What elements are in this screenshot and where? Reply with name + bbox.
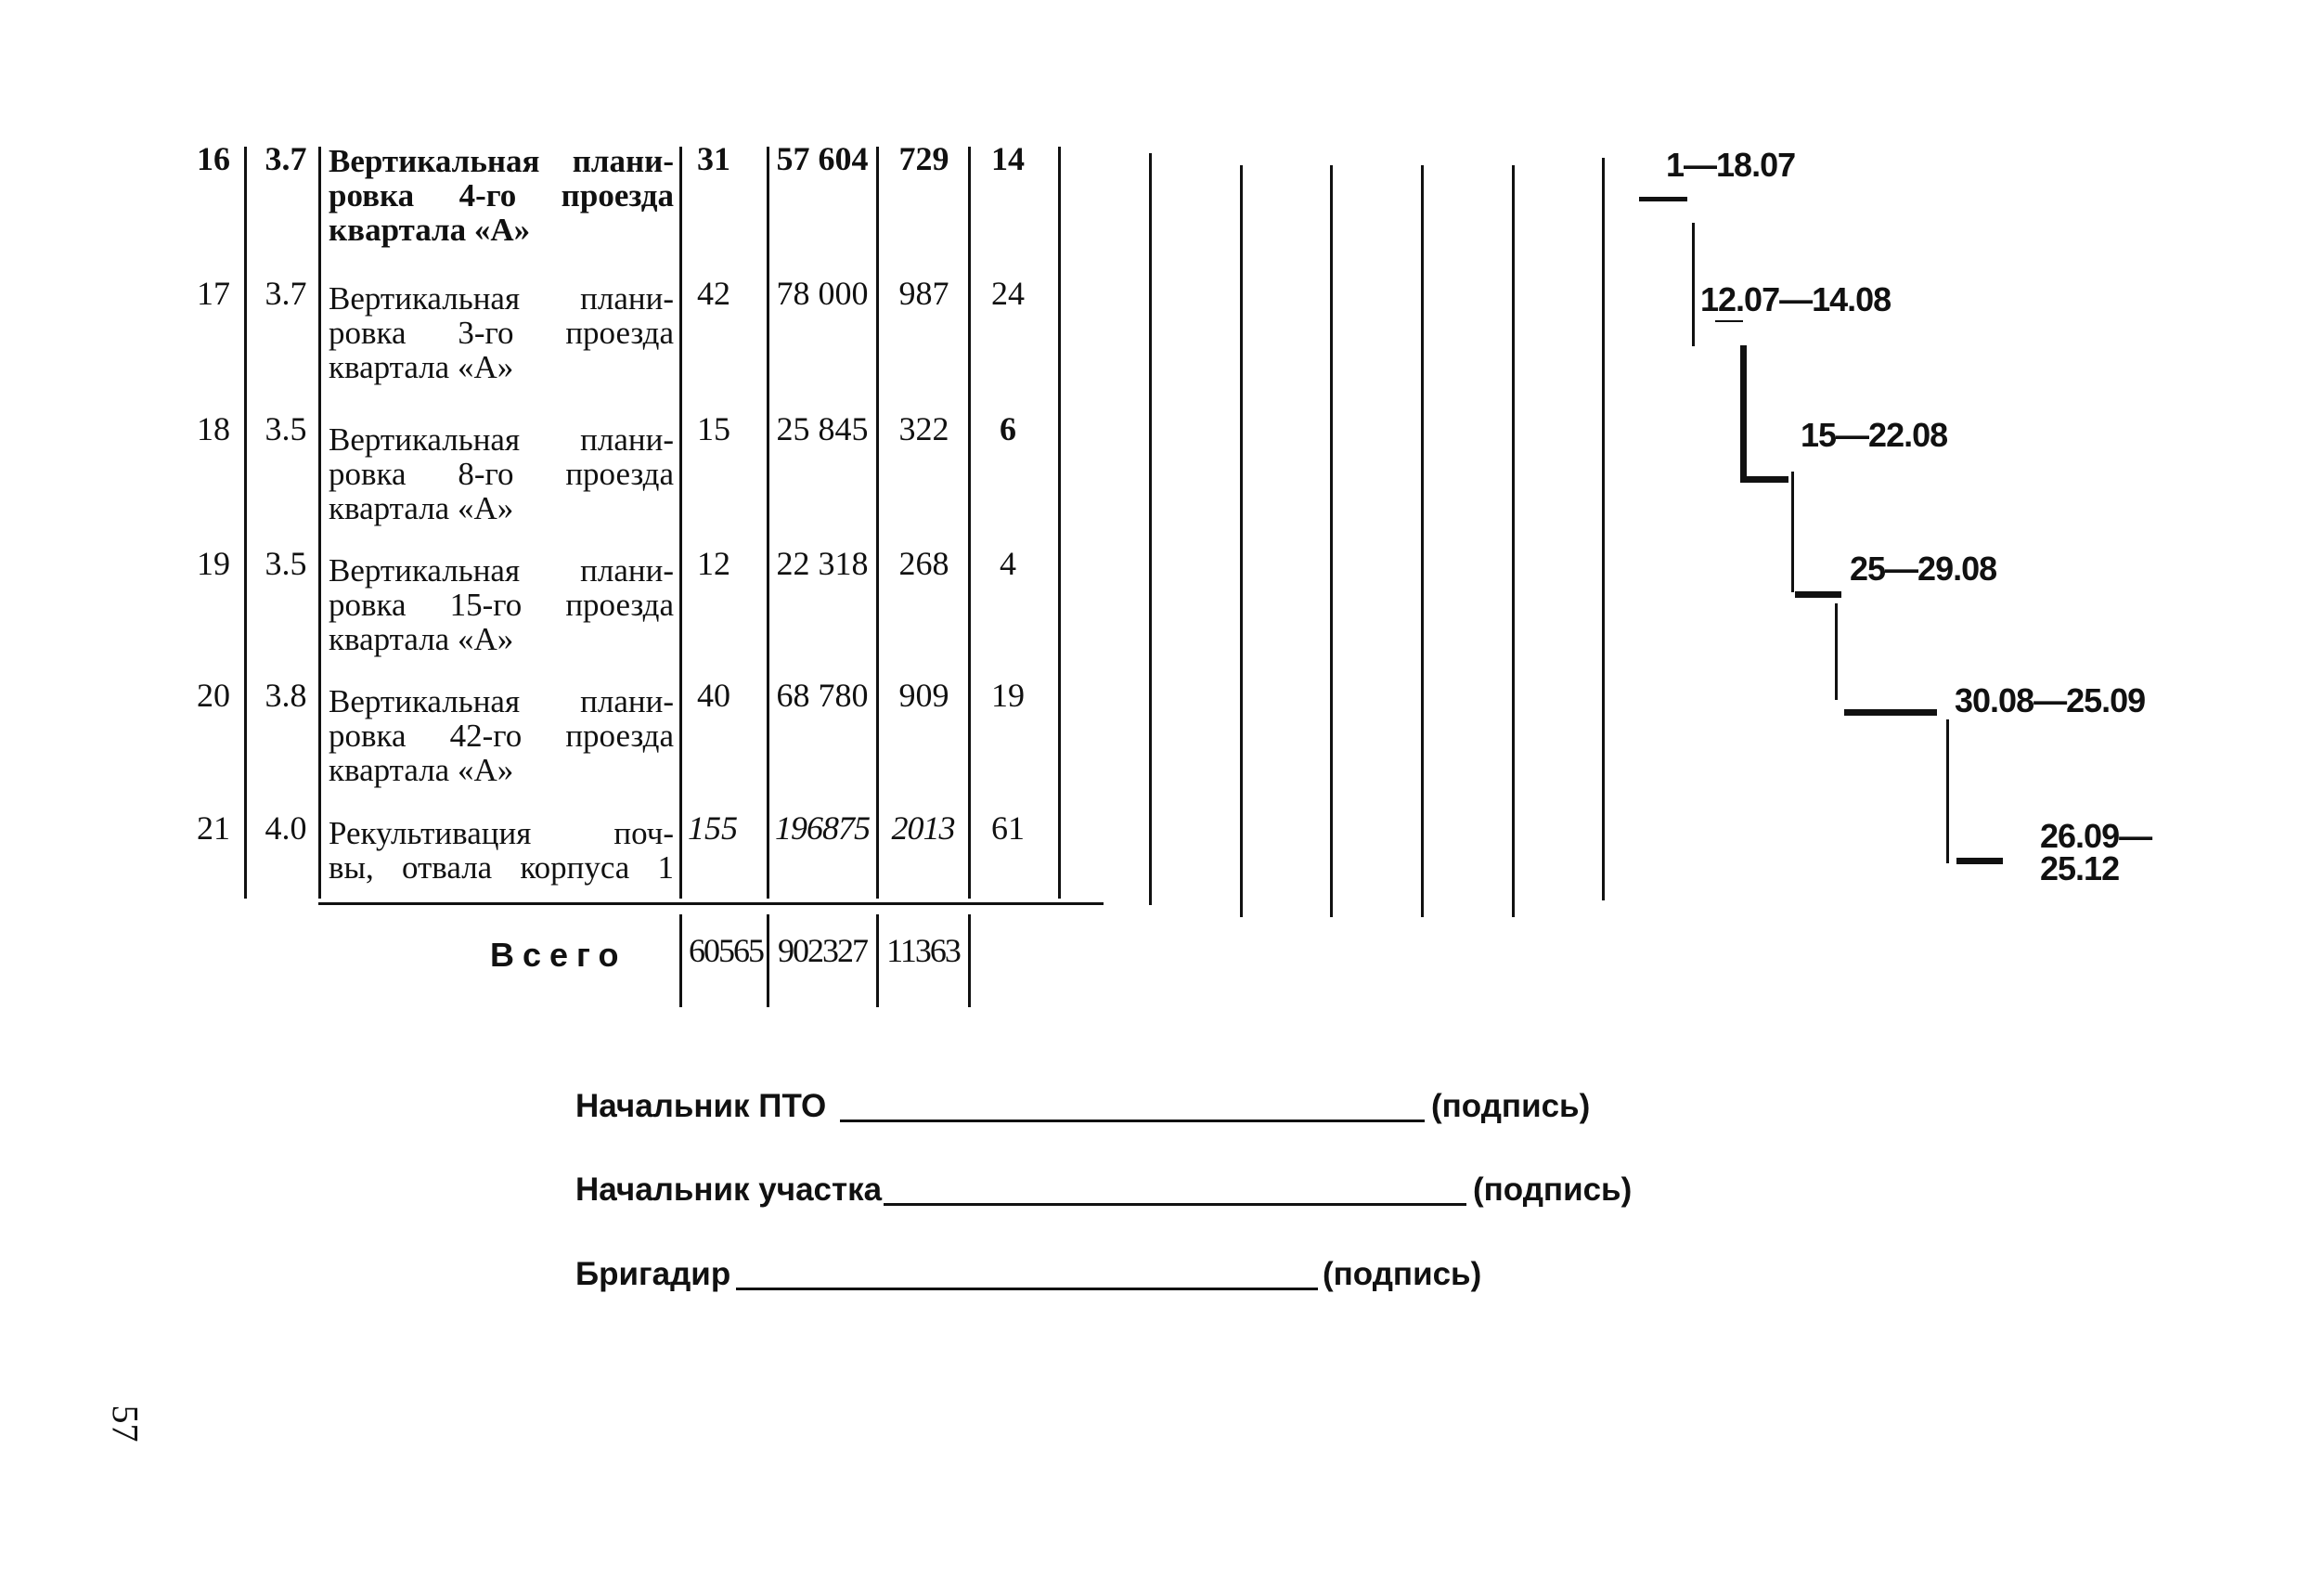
column-divider	[679, 147, 682, 899]
column-divider	[244, 147, 247, 899]
signature-role: Начальник ПТО	[575, 1088, 827, 1124]
row-value-4: 61	[991, 809, 1025, 847]
total-label: Всего	[490, 936, 627, 974]
total-value-3: 11363	[886, 932, 960, 969]
schedule-connector	[1791, 472, 1794, 592]
row-value-1: 12	[697, 545, 730, 582]
row-value-4: 24	[991, 275, 1025, 312]
row-description: Вертикальная плани- ровка 4-го проезда квартала «А»	[329, 143, 674, 248]
total-value-2: 902327	[778, 932, 867, 969]
column-divider	[1058, 147, 1061, 899]
column-divider	[876, 147, 879, 899]
column-divider	[1602, 158, 1605, 900]
column-divider	[318, 147, 321, 899]
row-value-1: 31	[697, 140, 730, 177]
column-divider	[767, 147, 769, 899]
signature-note: (подпись)	[1323, 1256, 1482, 1292]
column-divider	[1512, 165, 1515, 917]
row-value-1: 40	[697, 677, 730, 714]
row-value-2: 78 000	[776, 275, 869, 312]
column-divider	[968, 147, 971, 899]
row-number: 17	[197, 275, 230, 312]
schedule-label: 15—22.08	[1801, 416, 1948, 454]
row-code: 4.0	[265, 809, 307, 847]
schedule-label: 12.07—14.08	[1700, 280, 1891, 318]
row-value-1: 42	[697, 275, 730, 312]
column-divider	[1330, 165, 1333, 917]
row-description: Вертикальная плани- ровка 15-го проезда квартала «А»	[329, 552, 674, 657]
column-divider	[1421, 165, 1424, 917]
row-value-3: 268	[898, 545, 949, 582]
row-number: 16	[197, 140, 230, 177]
row-number: 20	[197, 677, 230, 714]
row-value-3: 2013	[891, 809, 955, 847]
row-code: 3.5	[265, 410, 307, 447]
row-code: 3.8	[265, 677, 307, 714]
signature-line[interactable]	[736, 1288, 1318, 1290]
row-code: 3.7	[265, 140, 307, 177]
schedule-bar	[1715, 320, 1743, 322]
column-divider	[1240, 165, 1243, 917]
signature-line[interactable]	[884, 1203, 1466, 1206]
row-value-4: 4	[1000, 545, 1016, 582]
schedule-label: 25—29.08	[1850, 550, 1997, 588]
schedule-label: 25.12	[2040, 849, 2120, 887]
signature-note: (подпись)	[1473, 1171, 1633, 1208]
row-value-2: 22 318	[776, 545, 869, 582]
schedule-bar	[1795, 591, 1841, 598]
row-value-4: 19	[991, 677, 1025, 714]
row-code: 3.7	[265, 275, 307, 312]
table-bottom-rule	[318, 902, 1104, 905]
schedule-connector	[1740, 345, 1747, 483]
row-value-4: 6	[1000, 410, 1016, 447]
row-code: 3.5	[265, 545, 307, 582]
schedule-connector	[1946, 719, 1949, 863]
row-number: 18	[197, 410, 230, 447]
row-description: Вертикальная плани- ровка 42-го проезда квартала «А»	[329, 683, 674, 788]
page-number: 57	[104, 1404, 147, 1443]
column-divider	[1149, 153, 1152, 905]
schedule-bar	[1956, 858, 2003, 864]
schedule-label: 1—18.07	[1666, 146, 1796, 184]
row-description: Вертикальная плани- ровка 3-го проезда квартала «А»	[329, 280, 674, 385]
row-description: Вертикальная плани- ровка 8-го проезда квартала «А»	[329, 421, 674, 526]
schedule-label: 26.09—	[2040, 817, 2152, 855]
row-value-2: 57 604	[776, 140, 869, 177]
signature-role: Бригадир	[575, 1256, 731, 1292]
row-value-4: 14	[991, 140, 1025, 177]
column-divider	[968, 914, 971, 1007]
schedule-bar	[1740, 476, 1788, 483]
row-value-3: 909	[898, 677, 949, 714]
schedule-bar	[1844, 709, 1937, 716]
total-value-1: 60565	[689, 932, 763, 969]
row-value-2: 25 845	[776, 410, 869, 447]
schedule-bar	[1639, 197, 1687, 201]
schedule-connector	[1692, 223, 1695, 346]
row-value-3: 987	[898, 275, 949, 312]
signature-line[interactable]	[840, 1120, 1425, 1122]
row-value-3: 729	[898, 140, 949, 177]
schedule-connector	[1835, 603, 1838, 700]
row-number: 19	[197, 545, 230, 582]
row-value-1: 155	[688, 809, 738, 847]
row-number: 21	[197, 809, 230, 847]
row-description: Рекультивация поч- вы, отвала корпуса 1	[329, 815, 674, 886]
schedule-label: 30.08—25.09	[1955, 681, 2146, 719]
row-value-1: 15	[697, 410, 730, 447]
row-value-3: 322	[898, 410, 949, 447]
row-value-2: 68 780	[776, 677, 869, 714]
row-value-2: 196875	[775, 809, 870, 847]
signature-role: Начальник участка	[575, 1171, 883, 1208]
signature-note: (подпись)	[1431, 1088, 1591, 1124]
